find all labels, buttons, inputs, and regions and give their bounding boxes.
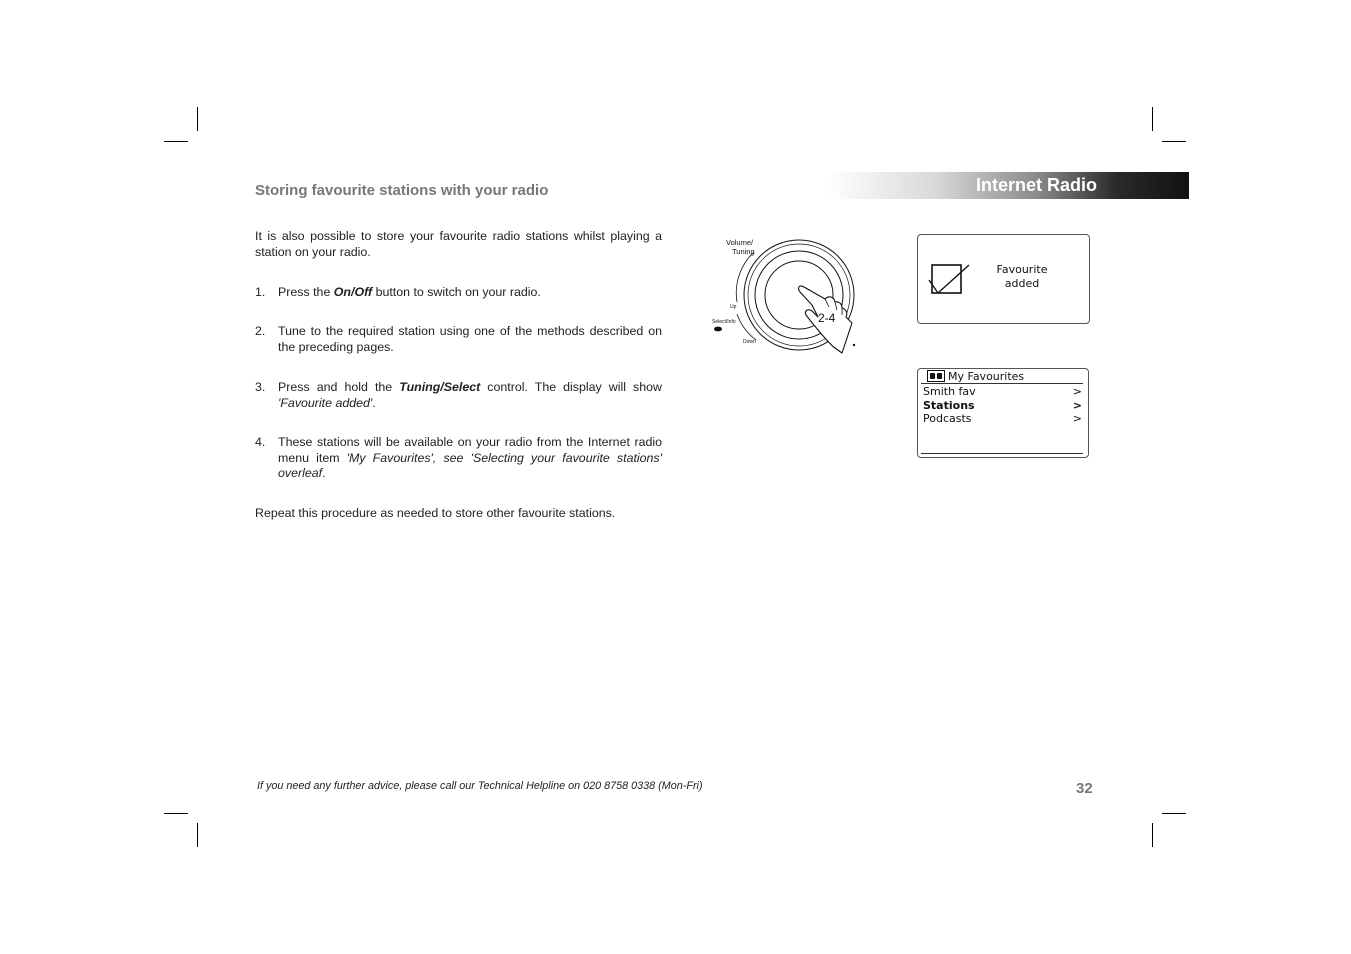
- menu-item-label: Podcasts: [923, 412, 972, 425]
- knob-label-tuning: Tuning: [732, 247, 755, 256]
- chevron-right-icon: >: [1072, 412, 1082, 425]
- step-callout: 2-4: [818, 311, 836, 325]
- crop-mark: [1162, 813, 1186, 814]
- step-text: Press the: [278, 285, 334, 299]
- crop-mark: [1152, 823, 1153, 847]
- step-1: [255, 285, 662, 301]
- section-title: Storing favourite stations with your radio: [255, 182, 549, 199]
- up-label: Up: [730, 304, 737, 310]
- menu-item-label: Stations: [923, 399, 975, 412]
- select-button-icon: [714, 327, 722, 332]
- lcd-message-line2: added: [1004, 277, 1040, 290]
- step-number: 4.: [255, 435, 266, 449]
- down-label: Down: [743, 339, 756, 345]
- step-text: Tune to the required station using one of the methods described on the preceding pages.: [278, 324, 662, 354]
- crop-mark: [1152, 107, 1153, 131]
- menu-reference: 'My Favourites', see 'Selecting your favourite stations' overleaf: [278, 450, 662, 481]
- menu-item-smith-fav[interactable]: [923, 385, 1082, 398]
- button-name: On/Off: [333, 285, 373, 299]
- menu-title-divider: [921, 383, 1083, 384]
- page-number: 32: [1076, 780, 1093, 797]
- banner-title: Internet Radio: [975, 175, 1097, 195]
- favourites-folder-icon: [927, 370, 945, 382]
- step-number: 3.: [255, 380, 266, 394]
- crop-mark: [1162, 141, 1186, 142]
- step-number: 1.: [255, 285, 266, 299]
- step-2: [255, 324, 662, 355]
- tuning-knob-illustration: [708, 232, 878, 360]
- crop-mark: [197, 107, 198, 131]
- knob-label-volume: Volume/: [726, 238, 754, 247]
- step-text: control. The display will show: [480, 380, 662, 394]
- step-text: .: [322, 466, 326, 481]
- outro-paragraph: Repeat this procedure as needed to store other favourite stations.: [255, 506, 616, 520]
- select-info-label: Select/Info: [712, 319, 736, 325]
- menu-item-stations[interactable]: [923, 399, 1082, 412]
- step-3: [255, 380, 662, 411]
- section-banner: [828, 172, 1189, 199]
- checkmark-icon: [927, 261, 971, 297]
- intro-paragraph: It is also possible to store your favourite radio stations whilst playing a station on your radio.: [255, 229, 662, 259]
- chevron-right-icon: >: [1072, 399, 1082, 412]
- crop-mark: [164, 141, 188, 142]
- step-text: Press and hold the: [278, 380, 400, 394]
- step-number: 2.: [255, 324, 266, 338]
- step-text: button to switch on your radio.: [372, 285, 541, 299]
- menu-item-label: Smith fav: [923, 385, 976, 398]
- lcd-message-line1: Favourite: [996, 263, 1048, 276]
- step-text: .: [372, 395, 376, 410]
- lcd-display-favourite-added: [917, 234, 1090, 324]
- control-name: Tuning/Select: [399, 380, 481, 394]
- menu-item-podcasts[interactable]: [923, 412, 1082, 425]
- step-4: [255, 435, 662, 482]
- menu-title: My Favourites: [948, 370, 1025, 383]
- display-message: 'Favourite added': [278, 395, 373, 410]
- chevron-right-icon: >: [1072, 385, 1082, 398]
- menu-bottom-divider: [921, 453, 1083, 454]
- crop-mark: [197, 823, 198, 847]
- helpline-note: If you need any further advice, please call our Technical Helpline on 020 8758 0338 (Mon-Fri): [257, 780, 703, 792]
- crop-mark: [164, 813, 188, 814]
- lcd-display-my-favourites: [917, 368, 1089, 458]
- step-text: These stations will be available on your radio from the Internet radio menu item: [278, 435, 662, 465]
